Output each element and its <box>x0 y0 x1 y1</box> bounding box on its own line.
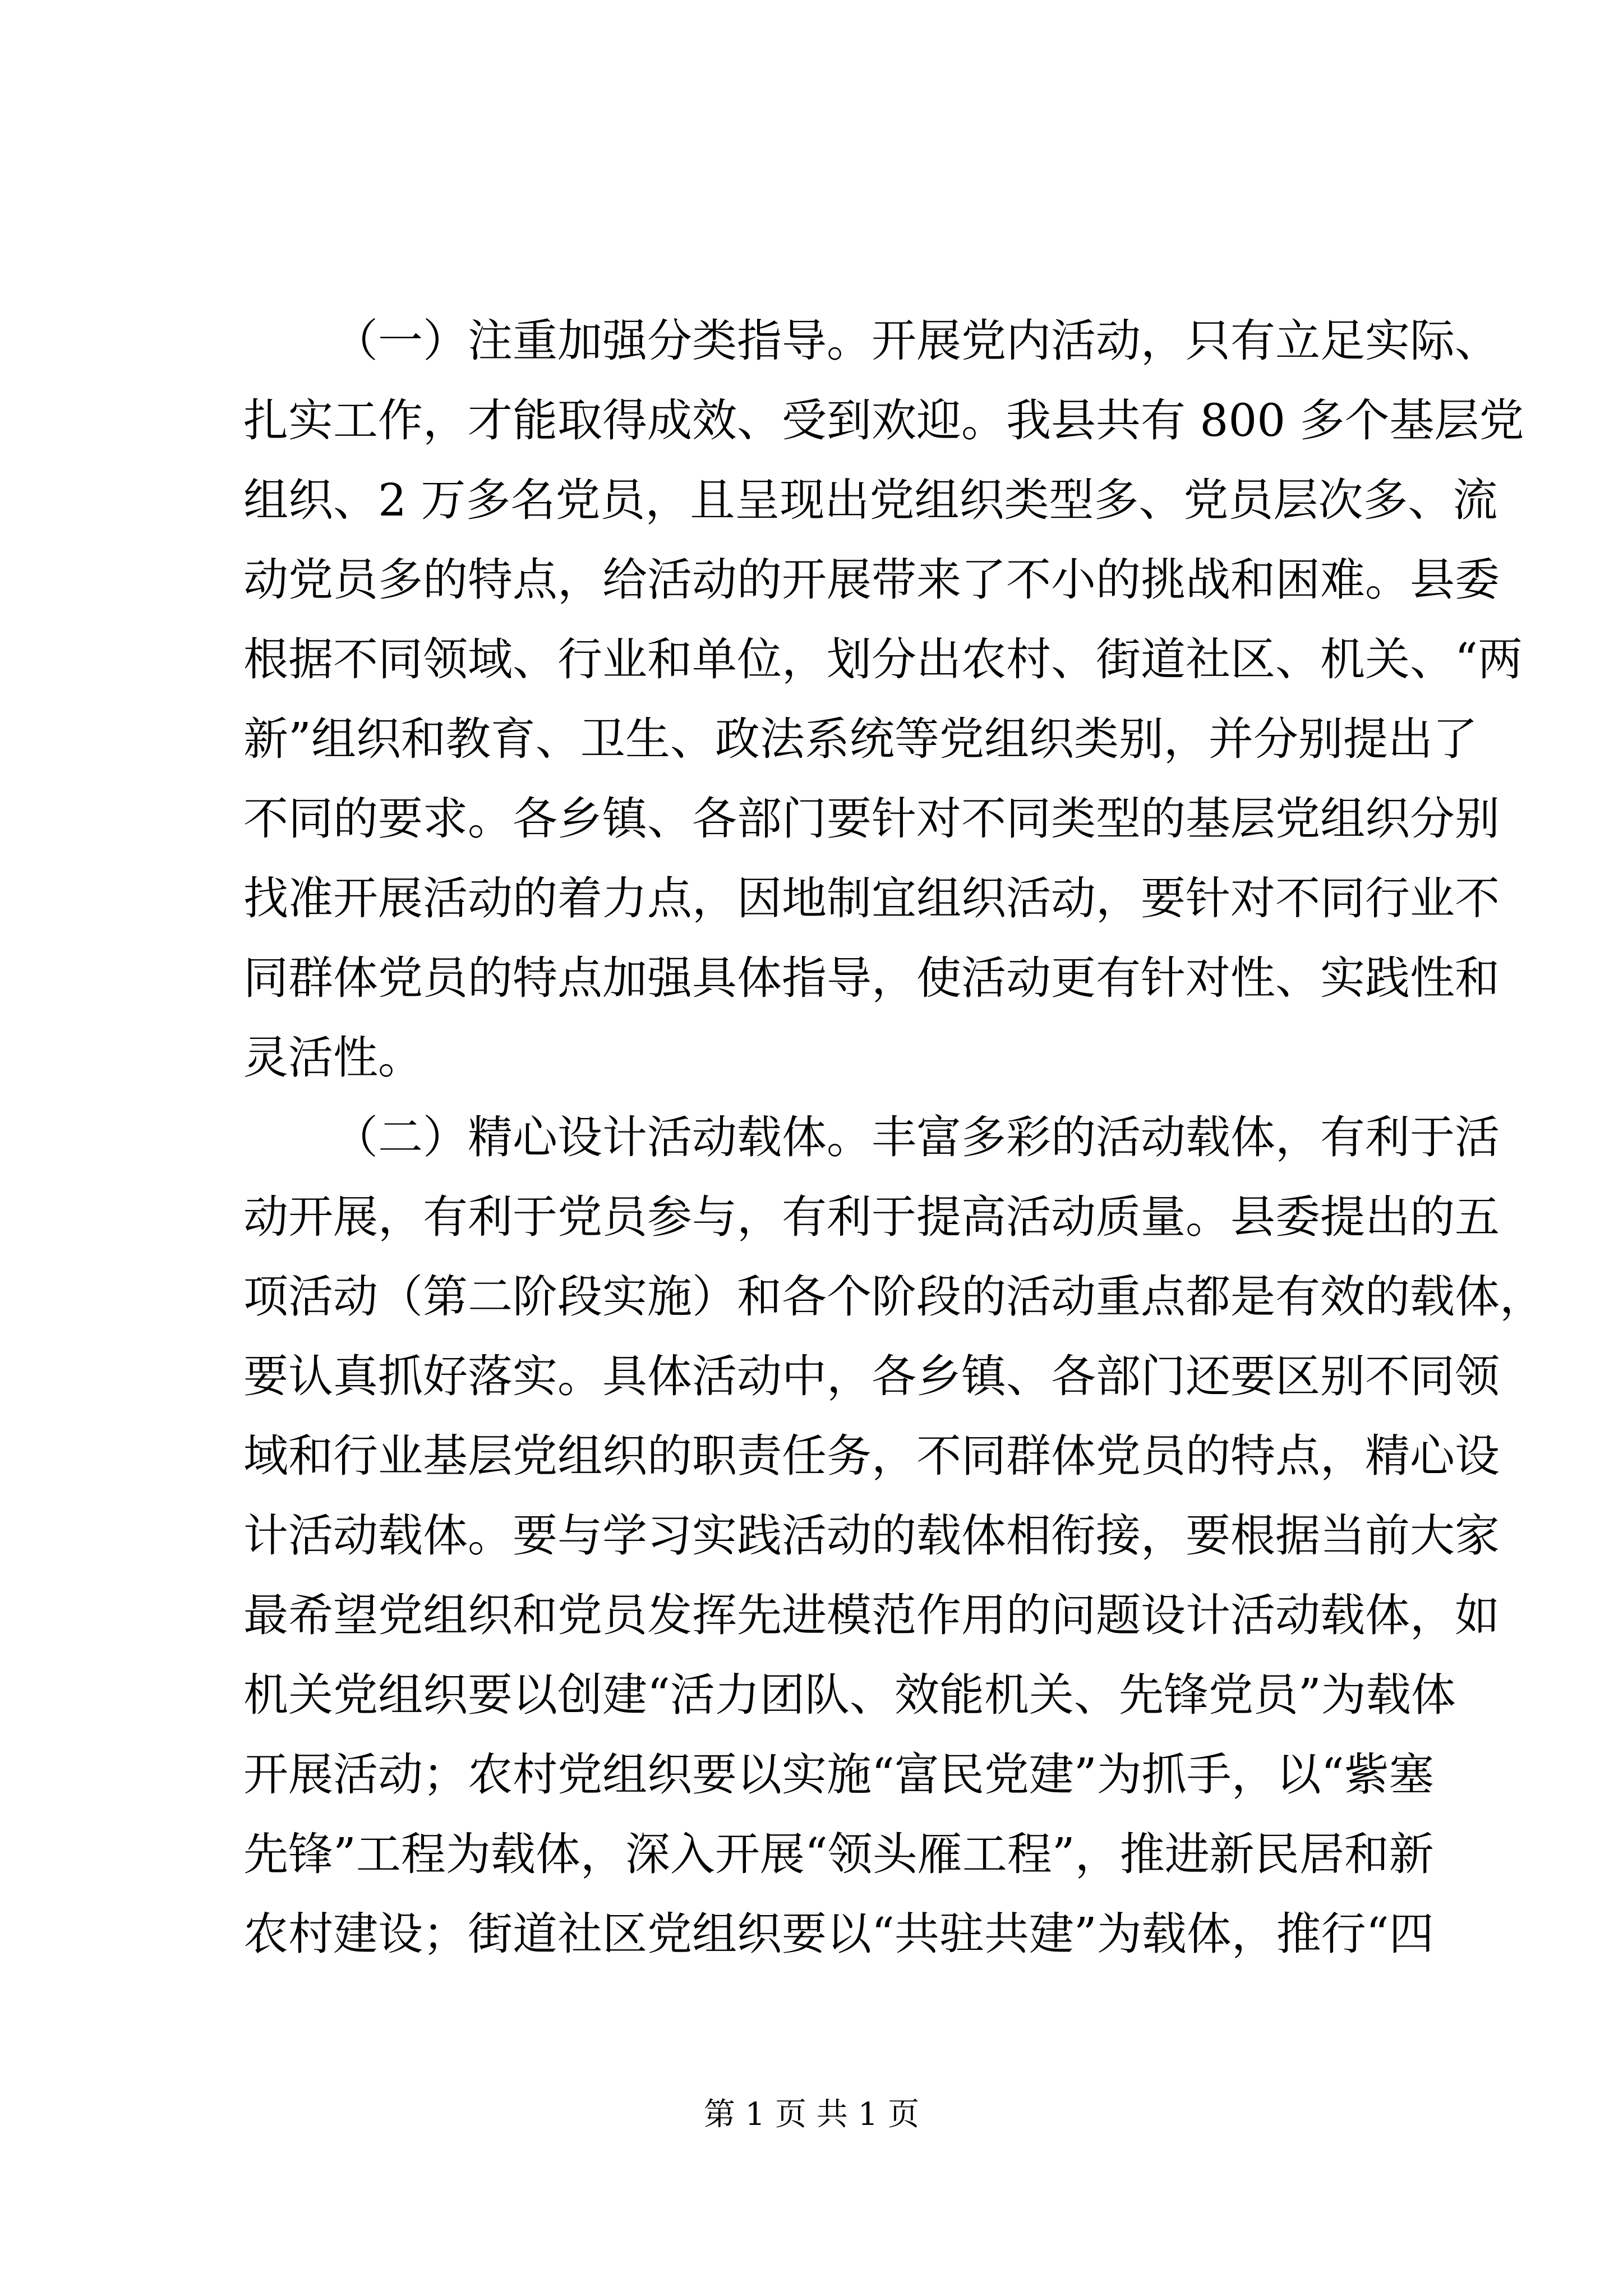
paragraph-2-line-6: 计活动载体。要与学习实践活动的载体相衔接，要根据当前大家 <box>243 1510 1500 1562</box>
paragraph-2-line-2: 动开展，有利于党员参与，有利于提高活动质量。县委提出的五 <box>243 1191 1500 1243</box>
paragraph-2-line-11: 农村建设；街道社区党组织要以“共驻共建”为载体，推行“四 <box>243 1908 1434 1960</box>
paragraph-2-line-5: 域和行业基层党组织的职责任务，不同群体党员的特点，精心设 <box>243 1430 1500 1482</box>
paragraph-1-line-8: 找准开展活动的着力点，因地制宜组织活动，要针对不同行业不 <box>243 872 1500 924</box>
paragraph-2-line-7: 最希望党组织和党员发挥先进模范作用的问题设计活动载体，如 <box>243 1589 1500 1641</box>
paragraph-2-line-1: （二）精心设计活动载体。丰富多彩的活动载体，有利于活 <box>333 1111 1500 1163</box>
paragraph-1-line-4: 动党员多的特点，给活动的开展带来了不小的挑战和困难。县委 <box>243 554 1500 606</box>
paragraph-2-line-10: 先锋”工程为载体，深入开展“领头雁工程”，推进新民居和新 <box>243 1828 1434 1880</box>
page-footer: 第 1 页 共 1 页 <box>703 2096 920 2133</box>
paragraph-1-line-7: 不同的要求。各乡镇、各部门要针对不同类型的基层党组织分别 <box>243 793 1500 845</box>
paragraph-2-line-4: 要认真抓好落实。具体活动中，各乡镇、各部门还要区别不同领 <box>243 1350 1500 1402</box>
paragraph-1-line-6: 新”组织和教育、卫生、政法系统等党组织类别，并分别提出了 <box>243 713 1478 765</box>
paragraph-1-line-3: 组织、2 万多名党员，且呈现出党组织类型多、党员层次多、流 <box>243 474 1498 526</box>
paragraph-2-line-9: 开展活动；农村党组织要以实施“富民党建”为抓手，以“紫塞 <box>243 1749 1434 1801</box>
paragraph-1-line-5: 根据不同领域、行业和单位，划分出农村、街道社区、机关、“两 <box>243 633 1523 685</box>
paragraph-1-line-10: 灵活性。 <box>243 1032 423 1084</box>
paragraph-1-line-9: 同群体党员的特点加强具体指导，使活动更有针对性、实践性和 <box>243 952 1500 1004</box>
paragraph-1-line-1: （一）注重加强分类指导。开展党内活动，只有立足实际、 <box>333 315 1500 367</box>
paragraph-2-line-8: 机关党组织要以创建“活力团队、效能机关、先锋党员”为载体 <box>243 1669 1456 1721</box>
paragraph-2-line-3: 项活动（第二阶段实施）和各个阶段的活动重点都是有效的载体， <box>243 1271 1544 1323</box>
paragraph-1-line-2: 扎实工作，才能取得成效、受到欢迎。我县共有 800 多个基层党 <box>243 394 1524 447</box>
